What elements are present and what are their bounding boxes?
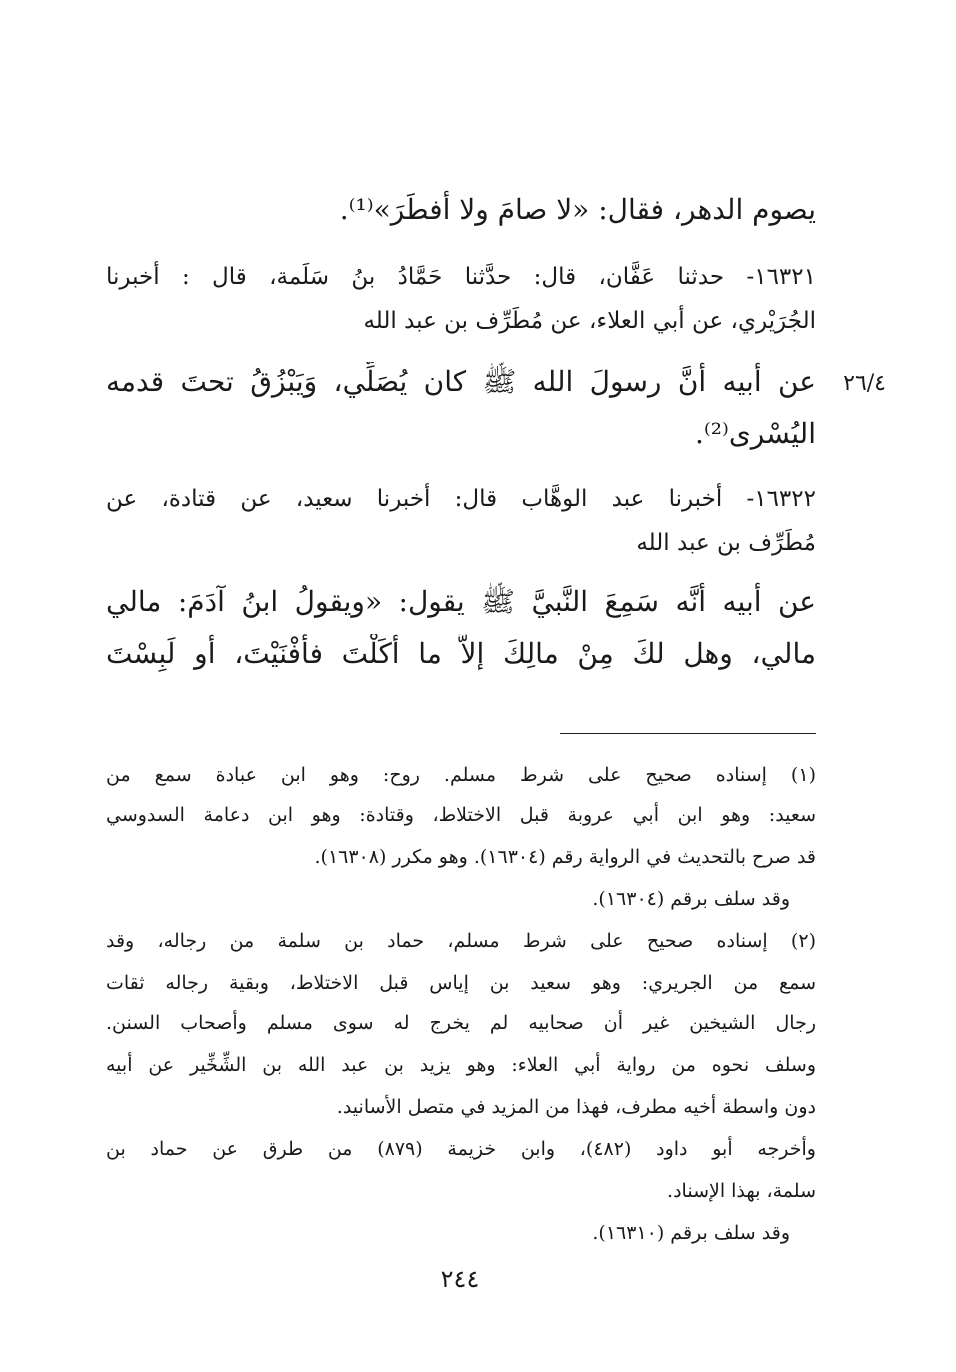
hadith-16322-text-line-1: عن أبيه أنَّه سَمِعَ النَّبيَّ ﷺ يقول: «ويقولُ ابنُ آدَمَ: مالي (106, 585, 816, 618)
footnote-2-line-7: سلمة، بهذا الإسناد. (667, 1180, 816, 1202)
hadith-continuation-line: يصوم الدهر، فقال: «لا صامَ ولا أَفطَرَ»⁽¹⁾. (339, 193, 816, 226)
hadith-16322-text-line-2: مالي، وهل لكَ مِنْ مالِكَ إلاَّ ما أَكَلْتَ فأَفْنَيْتَ، أَو لَبِسْتَ (106, 637, 816, 670)
footnote-2-line-1: (٢) إسناده صحيح على شرط مسلم، حماد بن سلمة من رجاله، وقد (106, 930, 816, 952)
hadith-16321-chain-line-2: الجُرَيْري، عن أبي العلاء، عن مُطَرِّف بن عبد الله (363, 308, 816, 334)
footnote-1-line-2: سعيد: وهو ابن أبي عروبة قبل الاختلاط، وقتادة: وهو ابن دعامة السدوسي (106, 804, 816, 826)
footnote-2-line-5: دون واسطة أخيه مطرف، فهذا من المزيد في متصل الأسانيد. (336, 1096, 816, 1118)
footnote-1-line-3: قد صرح بالتحديث في الرواية رقم (١٦٣٠٤). وهو مكرر (١٦٣٠٨). (314, 846, 816, 868)
footnote-1-line-4: وقد سلف برقم (١٦٣٠٤). (592, 888, 790, 910)
footnote-2-line-3: رجال الشيخين غير أن صحابيه لم يخرج له سوى مسلم وأصحاب السنن. (106, 1012, 816, 1034)
footnote-2-line-6: وأخرجه أبو داود (٤٨٢)، وابن خزيمة (٨٧٩) من طرق عن حماد بن (106, 1138, 816, 1160)
hadith-16322-chain-line-1: ١٦٣٢٢- أخبرنا عبد الوهَّاب قال: أخبرنا سعيد، عن قتادة، عن (106, 486, 816, 512)
hadith-16321-chain-line-1: ١٦٣٢١- حدثنا عَفَّان، قال: حدَّثنا حَمَّادُ بنُ سَلَمة، قال : أخبرنا (106, 264, 816, 290)
footnote-2-line-2: سمع من الجريري: وهو سعيد بن إياس قبل الاختلاط، وبقية رجاله ثقات (106, 972, 816, 994)
hadith-16321-text-line-2: اليُسْرى⁽²⁾. (695, 417, 816, 450)
footnote-2-line-4: وسلف نحوه من رواية أبي العلاء: وهو يزيد بن عبد الله بن الشِّخِّير عن أبيه (106, 1054, 816, 1076)
page-number: ٢٤٤ (440, 1265, 480, 1293)
hadith-16321-text-line-1: عن أبيه أنَّ رسولَ الله ﷺ كان يُصَلِّي، وَيَبْزُقُ تحتَ قدمه (106, 365, 816, 398)
footnote-1-line-1: (١) إسناده صحيح على شرط مسلم. روح: وهو ابن عبادة سمع من (106, 764, 816, 786)
footnote-2-line-8: وقد سلف برقم (١٦٣١٠). (592, 1222, 790, 1244)
footnote-separator (560, 733, 816, 734)
volume-page-marker: ٢٦/٤ (843, 371, 886, 396)
hadith-16322-chain-line-2: مُطَرِّف بن عبد الله (636, 530, 816, 556)
